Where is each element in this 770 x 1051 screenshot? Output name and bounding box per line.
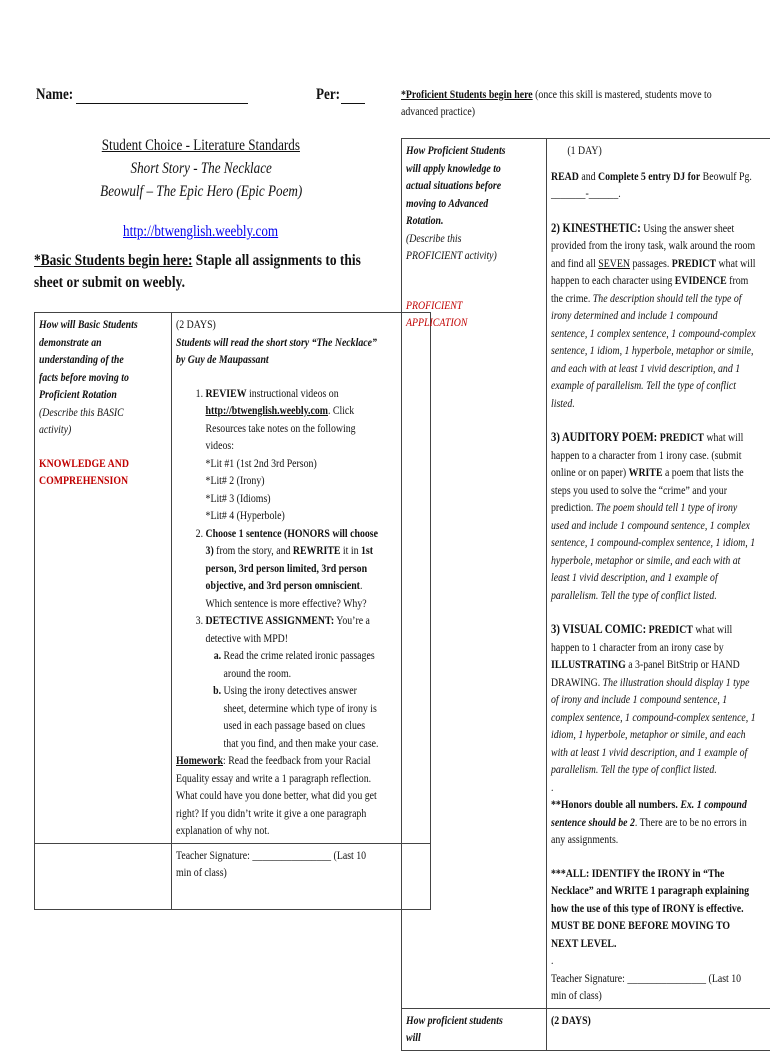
next-rotation-days: (2 DAYS): [551, 1012, 756, 1030]
basic-activity-cell: [172, 313, 431, 844]
proficient-teacher-signature: Teacher Signature: ________________ (Last 10 min of class): [551, 970, 756, 1005]
review-link[interactable]: http://btwenglish.weebly.com: [206, 403, 328, 417]
detective-substeps: [206, 647, 381, 752]
step-review: 1. REVIEW instructional videos on http://btwenglish.weebly.com. Click Resources take notes on the following videos: *Lit #1 (1st 2nd 3rd Person) *Lit# 2 (Irony) *Lit# 3 (Idioms) *Lit# 4 (Hyperbole): [206, 385, 381, 525]
proficient-activity-table: [401, 138, 770, 1051]
proficient-category-label: PROFICIENT APPLICATION: [406, 298, 467, 330]
lit-item: *Lit# 2 (Irony): [206, 472, 381, 490]
proficient-activity-cell: [547, 139, 770, 1009]
kinesthetic-task: 2) KINESTHETIC: Using the answer sheet provided from the irony task, walk around the room and find all SEVEN passages. PREDICT what will happen to each character using EVIDENCE from the crime. The description should tell the type of irony determined and include 1 compound sentence, 1 complex sentence, 1 compound-complex sentence, 1 idiom, 1 hyperbole, metaphor or simile, and each with at least 1 vivid description, and 1 example of parallelism. Tell the type of conflict listed.: [551, 219, 756, 413]
basic-signature-cell: [172, 843, 431, 909]
step-detective: 3. DETECTIVE ASSIGNMENT: You’re a detective with MPD! a. Read the crime related ironic passages around the room. b. Using the irony detectives answer sheet, determine which type of irony is used in each passage based on clues that you find, and then make your case.: [206, 612, 381, 752]
basic-intro: Students will read the short story “The Necklace” by Guy de Maupassant: [176, 335, 377, 367]
read-task: READ and Complete 5 entry DJ for Beowulf Pg. _______-______.: [551, 168, 756, 203]
all-students-task: ***ALL: IDENTIFY the IRONY in “The Necklace” and WRITE 1 paragraph explaining how the use of this type of IRONY is effective. MUST BE DONE BEFORE MOVING TO NEXT LEVEL.: [551, 865, 756, 953]
basic-steps-list: [176, 385, 381, 753]
lit-item: *Lit# 4 (Hyperbole): [206, 507, 381, 525]
basic-teacher-signature: Teacher Signature: ________________ (Last 10 min of class): [176, 847, 381, 882]
proficient-question-cell: [402, 139, 547, 1009]
website-link[interactable]: http://btwenglish.weebly.com: [123, 220, 278, 243]
basic-question-cell: [35, 313, 172, 844]
basic-days: (2 DAYS): [176, 317, 216, 331]
period-label: Per:: [316, 86, 340, 104]
subtitle-epic-poem: Beowulf – The Epic Hero (Epic Poem): [100, 180, 302, 203]
period-blank-line: [341, 103, 365, 104]
basic-empty-cell: [35, 843, 172, 909]
basic-question: How will Basic Students demonstrate an understanding of the facts before moving to Proficient Rotation: [39, 317, 138, 401]
proficient-note-text: (once this skill is mastered, students move to advanced practice): [401, 87, 712, 118]
basic-activity-table: [34, 312, 431, 910]
title-block: [36, 134, 366, 243]
basic-students-note: [34, 250, 374, 294]
name-label: Name:: [36, 86, 73, 104]
homework-text: : Read the feedback from your Racial Equality essay and write a 1 paragraph reflection. What could have you done better, what did you get right? If you didn’t write it give a one paragraph explanation of why not.: [176, 753, 377, 837]
proficient-days: (1 DAY): [551, 142, 756, 160]
basic-category-label: KNOWLEDGE AND COMPREHENSION: [39, 456, 129, 488]
basic-note-lead: *Basic Students begin here:: [34, 252, 192, 269]
proficient-question: How Proficient Students will apply knowledge to actual situations before moving to Advanced Rotation.: [406, 143, 506, 227]
substep-a: a. Read the crime related ironic passages around the room.: [224, 647, 381, 682]
bottom-question-cell: [402, 1008, 547, 1050]
basic-question-tail: (Describe this BASIC activity): [39, 405, 124, 437]
homework-label: Homework: [176, 753, 223, 767]
name-blank-line: [76, 103, 248, 104]
name-period-row: [36, 86, 366, 104]
lit-item: *Lit# 3 (Idioms): [206, 490, 381, 508]
proficient-students-note: [401, 86, 731, 120]
next-rotation-question: How proficient students will: [406, 1012, 518, 1047]
step-rewrite: 2. Choose 1 sentence (HONORS will choose 3) from the story, and REWRITE it in 1st person, 3rd person limited, 3rd person objective, and 3rd person omniscient. Which sentence is more effective? Why?: [206, 525, 381, 613]
subtitle-short-story: Short Story - The Necklace: [130, 157, 271, 180]
substep-b: b. Using the irony detectives answer sheet, determine which type of irony is used in each passage based on clues that you find, and then make your case.: [224, 682, 381, 752]
proficient-question-tail: (Describe this PROFICIENT activity): [406, 231, 497, 263]
page-title: Student Choice - Literature Standards: [102, 134, 300, 157]
proficient-note-lead: *Proficient Students begin here: [401, 87, 533, 101]
separator-dot: .: [551, 779, 756, 797]
honors-note: **Honors double all numbers. Ex. 1 compound sentence should be 2. There are to be no errors in any assignments.: [551, 796, 756, 849]
basic-note-text: Staple all assignments to this sheet or submit on weebly.: [34, 252, 361, 291]
lit-video-list: [206, 455, 381, 525]
visual-task: 3) VISUAL COMIC: PREDICT what will happen to 1 character from an irony case by ILLUSTRATING a 3-panel BitStrip or HAND DRAWING. The illustration should display 1 type of irony and include 1 compound sentence, 1 complex sentence, 1 compound-complex sentence, 1 idiom, 1 hyperbole, metaphor or simile, and each with at least 1 vivid description, and 1 example of parallelism. Tell the type of conflict listed.: [551, 620, 756, 779]
auditory-task: 3) AUDITORY POEM: PREDICT what will happen to a character from 1 irony case. (submit online or on paper) WRITE a poem that lists the steps you used to solve the “crime” and your prediction. The poem should tell 1 type of irony used and include 1 compound sentence, 1 complex sentence, 1 compound-complex sentence, 1 idiom, 1 hyperbole, metaphor or simile, and each with at least 1 vivid description, and 1 example of parallelism. Tell the type of conflict listed.: [551, 428, 756, 604]
lit-item: *Lit #1 (1st 2nd 3rd Person): [206, 455, 381, 473]
bottom-days-cell: [547, 1008, 770, 1050]
separator-dot-2: .: [551, 952, 756, 970]
